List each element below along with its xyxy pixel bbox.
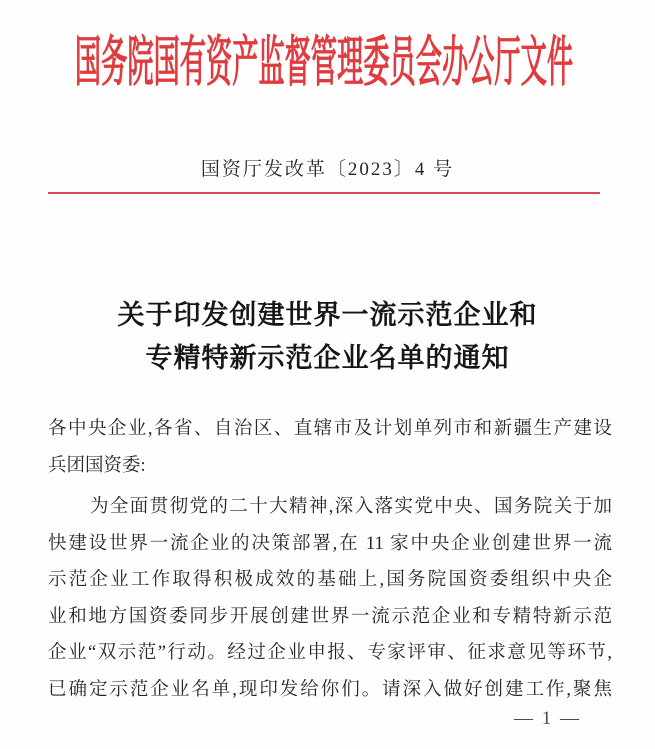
document-title	[0, 294, 655, 380]
document-title-line-2: 专精特新示范企业名单的通知	[145, 343, 510, 373]
document-body	[48, 411, 612, 708]
body-line-5: 企业“双示范”行动。经过企业申报、专家评审、征求意见等环节,	[48, 643, 612, 663]
body-line-2: 快建设世界一流企业的决策部署,在 11 家中央企业创建世界一流	[48, 533, 612, 554]
body-line-6: 已确定示范企业名单,现印发给你们。请深入做好创建工作,聚焦	[48, 679, 612, 700]
page-number: — 1 —	[514, 708, 581, 729]
issuer-title: 国务院国有资产监督管理委员会办公厅文件	[74, 32, 573, 93]
body-line-3: 示范企业工作取得积极成效的基础上,国务院国资委组织中央企	[48, 570, 612, 590]
salutation-line-1: 各中央企业,各省、自治区、直辖市及计划单列市和新疆生产建设	[48, 419, 612, 439]
red-divider-line	[48, 192, 600, 194]
body-paragraph	[48, 489, 612, 708]
salutation-line-2: 兵团国资委:	[48, 455, 146, 476]
document-number: 国资厅发改革〔2023〕4 号	[200, 159, 455, 180]
document-masthead	[0, 14, 655, 102]
body-line-1: 为全面贯彻党的二十大精神,深入落实党中央、国务院关于加	[90, 497, 612, 517]
body-line-4: 业和地方国资委同步开展创建世界一流示范企业和专精特新示范	[48, 606, 612, 627]
document-title-line-1: 关于印发创建世界一流示范企业和	[117, 300, 538, 330]
